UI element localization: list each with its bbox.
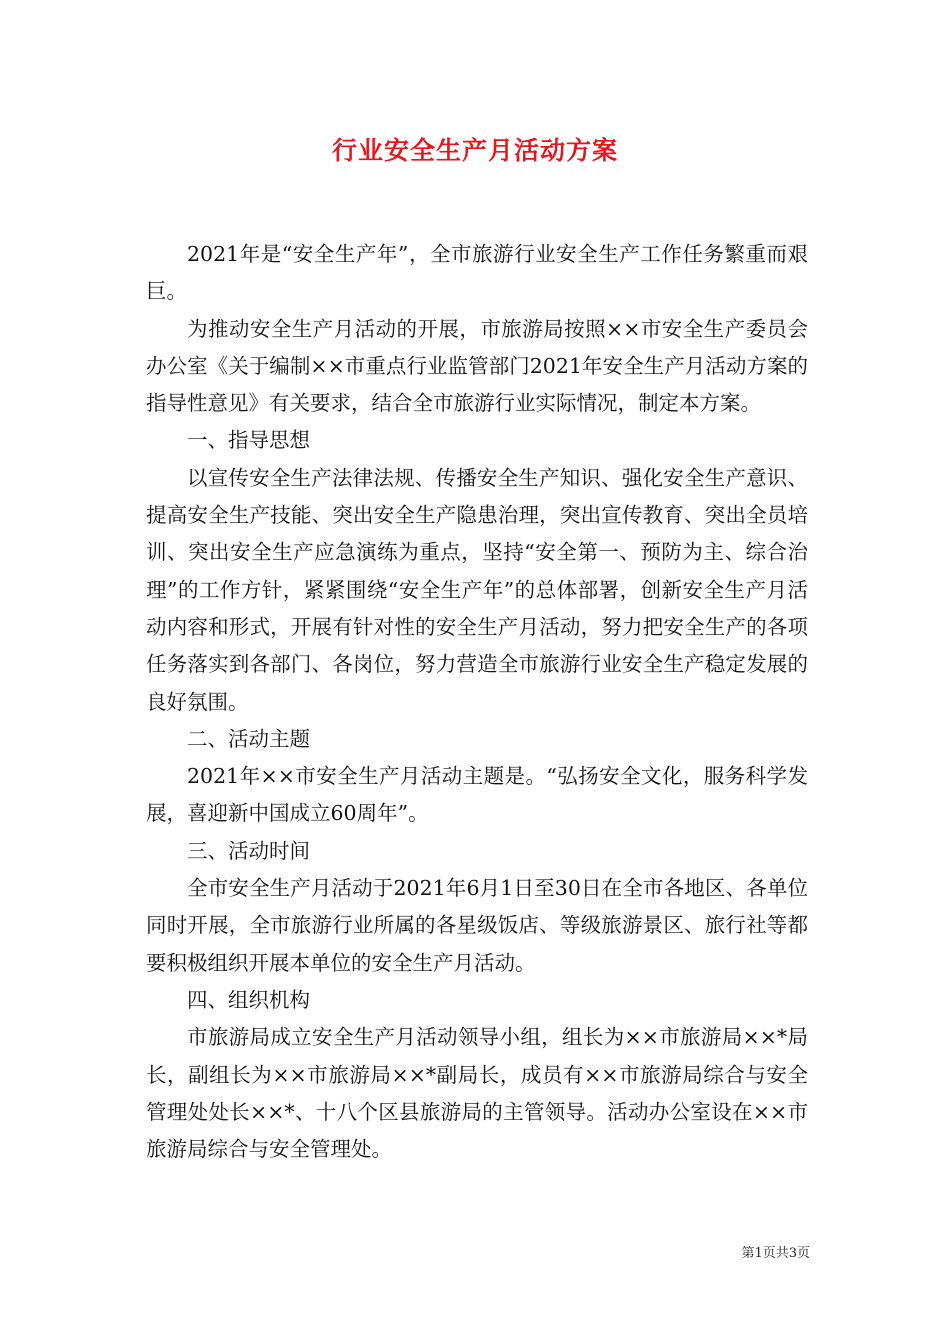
- paragraph-purpose: 为推动安全生产月活动的开展，市旅游局按照××市安全生产委员会办公室《关于编制××市重点行业监管部门2021年安全生产月活动方案的指导性意见》有关要求，结合全市旅游行业实际情况，制定本方案。: [146, 316, 808, 416]
- document-body: [146, 236, 808, 1168]
- section-heading-organization: 四、组织机构: [187, 987, 310, 1012]
- page-number: 第1页共3页: [741, 1246, 810, 1261]
- paragraph-time: 全市安全生产月活动于2021年6月1日至30日在全市各地区、各单位同时开展，全市旅游行业所属的各星级饭店、等级旅游景区、旅行社等都要积极组织开展本单位的安全生产月活动。: [146, 876, 808, 975]
- paragraph-guiding-ideology: 以宣传安全生产法律法规、传播安全生产知识、强化安全生产意识、提高安全生产技能、突出安全生产隐患治理，突出宣传教育、突出全员培训、突出安全生产应急演练为重点，坚持“安全第一、预防为主、综合治理”的工作方针，紧紧围绕“安全生产年”的总体部署，创新安全生产月活动内容和形式，开展有针对性的安全生产月活动，努力把安全生产的各项任务落实到各部门、各岗位，努力营造全市旅游行业安全生产稳定发展的良好氛围。: [146, 465, 808, 714]
- paragraph-intro: 2021年是“安全生产年”，全市旅游行业安全生产工作任务繁重而艰巨。: [146, 242, 808, 304]
- paragraph-organization: 市旅游局成立安全生产月活动领导小组，组长为××市旅游局××*局长，副组长为××市旅游局××*副局长，成员有××市旅游局综合与安全管理处处长××*、十八个区县旅游局的主管领导。活动办公室设在××市旅游局综合与安全管理处。: [146, 1025, 808, 1162]
- section-heading-theme: 二、活动主题: [187, 726, 310, 751]
- document-title: 行业安全生产月活动方案: [331, 136, 618, 165]
- section-heading-guiding-ideology: 一、指导思想: [187, 428, 310, 453]
- section-heading-time: 三、活动时间: [187, 838, 310, 863]
- paragraph-theme: 2021年××市安全生产月活动主题是。“弘扬安全文化，服务科学发展，喜迎新中国成立60周年”。: [146, 764, 808, 826]
